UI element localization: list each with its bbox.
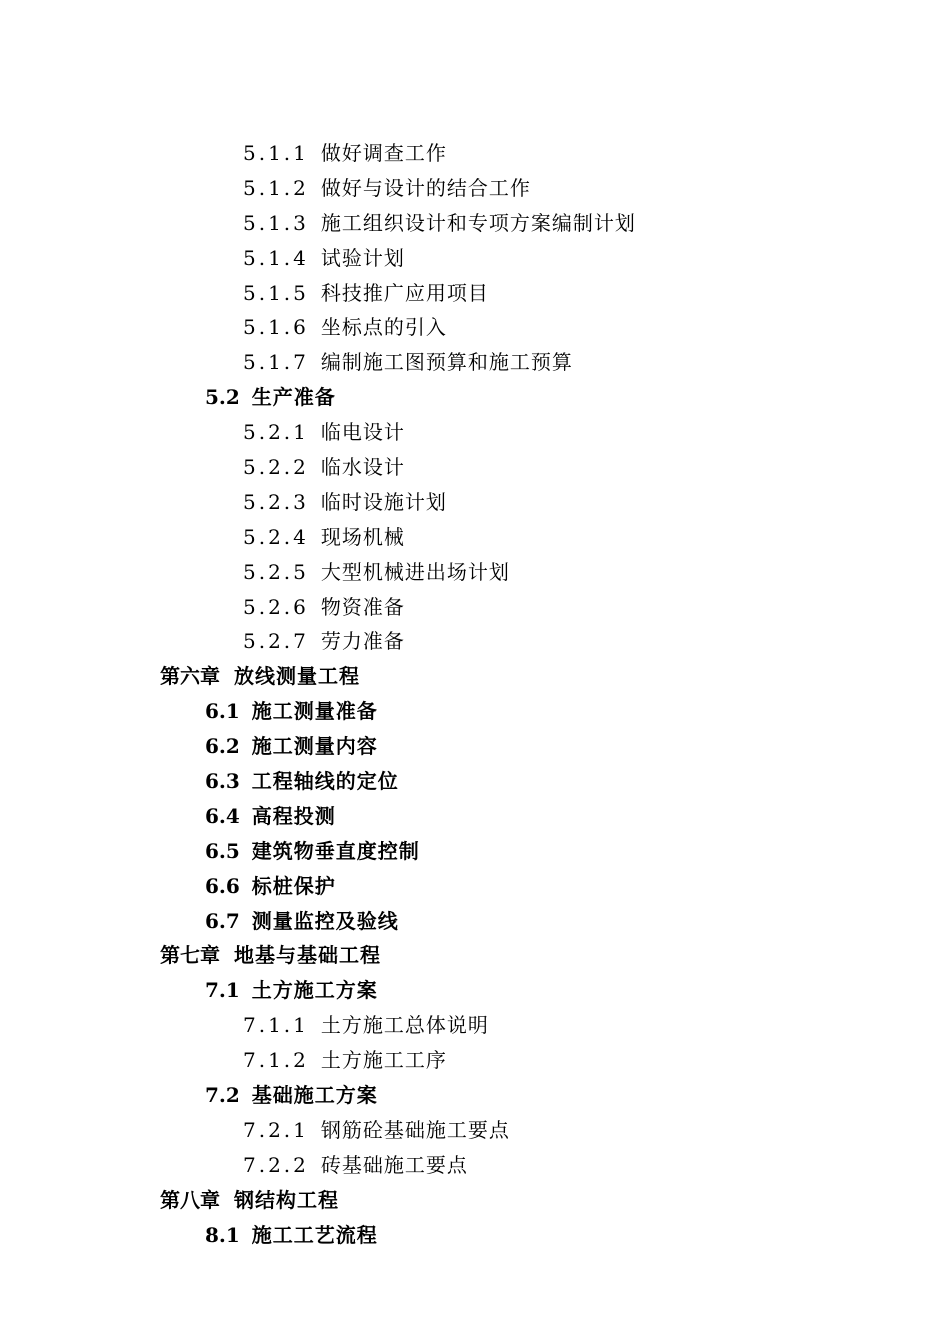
toc-entry-title: 测量监控及验线 xyxy=(251,908,399,933)
toc-entry-number: 5.2.6 xyxy=(243,594,309,619)
toc-chapter[interactable] xyxy=(0,938,950,973)
toc-section[interactable] xyxy=(0,764,950,799)
toc-entry-title: 施工测量准备 xyxy=(251,699,378,724)
toc-section[interactable] xyxy=(0,799,950,834)
table-of-contents xyxy=(0,136,950,1253)
toc-chapter[interactable] xyxy=(0,659,950,694)
toc-entry-title: 建筑物垂直度控制 xyxy=(251,838,420,863)
toc-entry-number: 5.2.7 xyxy=(243,629,309,654)
toc-entry-number: 6.3 xyxy=(205,769,240,794)
toc-section[interactable] xyxy=(0,1218,950,1253)
toc-entry-title: 基础施工方案 xyxy=(251,1083,378,1108)
toc-section[interactable] xyxy=(0,694,950,729)
toc-entry-number: 第七章 xyxy=(160,943,220,968)
toc-subsection[interactable] xyxy=(0,1043,950,1078)
toc-entry-number: 6.1 xyxy=(205,699,240,724)
toc-entry-number: 7.2.2 xyxy=(243,1152,309,1177)
toc-entry-title: 现场机械 xyxy=(320,524,405,549)
toc-entry-number: 5.1.2 xyxy=(243,175,309,200)
toc-entry-number: 6.5 xyxy=(205,838,240,863)
toc-entry-title: 做好与设计的结合工作 xyxy=(320,175,531,200)
toc-entry-title: 施工测量内容 xyxy=(251,734,378,759)
toc-entry-number: 5.2.4 xyxy=(243,524,309,549)
toc-subsection[interactable] xyxy=(0,345,950,380)
toc-entry-title: 施工组织设计和专项方案编制计划 xyxy=(320,210,636,235)
toc-entry-number: 6.6 xyxy=(205,873,240,898)
toc-entry-number: 5.1.5 xyxy=(243,280,309,305)
toc-section[interactable] xyxy=(0,904,950,939)
toc-subsection[interactable] xyxy=(0,590,950,625)
toc-subsection[interactable] xyxy=(0,555,950,590)
toc-subsection[interactable] xyxy=(0,1148,950,1183)
toc-entry-number: 5.2 xyxy=(205,385,240,410)
toc-entry-title: 土方施工工序 xyxy=(320,1048,447,1073)
toc-entry-number: 6.2 xyxy=(205,734,240,759)
toc-subsection[interactable] xyxy=(0,415,950,450)
toc-entry-title: 钢筋砼基础施工要点 xyxy=(320,1117,510,1142)
toc-subsection[interactable] xyxy=(0,485,950,520)
toc-entry-title: 临水设计 xyxy=(320,455,405,480)
toc-subsection[interactable] xyxy=(0,1113,950,1148)
toc-entry-number: 5.2.5 xyxy=(243,559,309,584)
toc-entry-number: 5.1.1 xyxy=(243,141,309,165)
toc-entry-number: 7.1.2 xyxy=(243,1048,309,1073)
toc-entry-number: 7.1.1 xyxy=(243,1013,309,1038)
toc-subsection[interactable] xyxy=(0,241,950,276)
toc-chapter[interactable] xyxy=(0,1183,950,1218)
toc-entry-title: 试验计划 xyxy=(320,245,405,270)
toc-entry-number: 5.1.4 xyxy=(243,245,309,270)
toc-section[interactable] xyxy=(0,834,950,869)
toc-entry-number: 8.1 xyxy=(205,1222,240,1247)
toc-subsection[interactable] xyxy=(0,171,950,206)
toc-subsection[interactable] xyxy=(0,310,950,345)
toc-entry-number: 5.1.7 xyxy=(243,350,309,375)
toc-section[interactable] xyxy=(0,1078,950,1113)
toc-entry-number: 6.4 xyxy=(205,803,240,828)
toc-entry-number: 7.2.1 xyxy=(243,1117,309,1142)
toc-entry-number: 5.2.3 xyxy=(243,489,309,514)
toc-entry-title: 钢结构工程 xyxy=(234,1187,339,1212)
toc-entry-number: 5.2.1 xyxy=(243,420,309,445)
toc-entry-title: 土方施工总体说明 xyxy=(320,1013,489,1038)
toc-entry-number: 5.1.6 xyxy=(243,315,309,340)
toc-entry-title: 工程轴线的定位 xyxy=(251,769,399,794)
toc-entry-number: 7.2 xyxy=(205,1083,240,1108)
toc-entry-title: 物资准备 xyxy=(320,594,405,619)
toc-entry-title: 大型机械进出场计划 xyxy=(320,559,510,584)
toc-entry-title: 临电设计 xyxy=(320,420,405,445)
toc-entry-number: 5.2.2 xyxy=(243,455,309,480)
toc-section[interactable] xyxy=(0,729,950,764)
toc-subsection[interactable] xyxy=(0,624,950,659)
toc-entry-title: 放线测量工程 xyxy=(234,664,360,689)
toc-entry-title: 地基与基础工程 xyxy=(234,943,381,968)
toc-entry-number: 7.1 xyxy=(205,978,240,1003)
toc-subsection[interactable] xyxy=(0,450,950,485)
toc-entry-number: 6.7 xyxy=(205,908,240,933)
toc-section[interactable] xyxy=(0,380,950,415)
toc-entry-title: 临时设施计划 xyxy=(320,489,447,514)
toc-subsection[interactable] xyxy=(0,136,950,171)
toc-entry-title: 施工工艺流程 xyxy=(251,1222,378,1247)
toc-section[interactable] xyxy=(0,973,950,1008)
toc-entry-title: 砖基础施工要点 xyxy=(320,1152,468,1177)
toc-entry-title: 科技推广应用项目 xyxy=(320,280,489,305)
toc-entry-title: 土方施工方案 xyxy=(251,978,378,1003)
toc-entry-title: 编制施工图预算和施工预算 xyxy=(320,350,573,375)
toc-entry-title: 坐标点的引入 xyxy=(320,315,447,340)
toc-subsection[interactable] xyxy=(0,1008,950,1043)
toc-subsection[interactable] xyxy=(0,520,950,555)
toc-entry-title: 高程投测 xyxy=(251,803,336,828)
toc-entry-number: 第八章 xyxy=(160,1187,220,1212)
toc-entry-title: 生产准备 xyxy=(251,385,336,410)
toc-entry-title: 做好调查工作 xyxy=(320,141,447,165)
toc-entry-title: 标桩保护 xyxy=(251,873,336,898)
toc-section[interactable] xyxy=(0,869,950,904)
toc-subsection[interactable] xyxy=(0,276,950,311)
toc-entry-number: 5.1.3 xyxy=(243,210,309,235)
toc-subsection[interactable] xyxy=(0,206,950,241)
toc-entry-number: 第六章 xyxy=(160,664,220,689)
toc-entry-title: 劳力准备 xyxy=(320,629,405,654)
